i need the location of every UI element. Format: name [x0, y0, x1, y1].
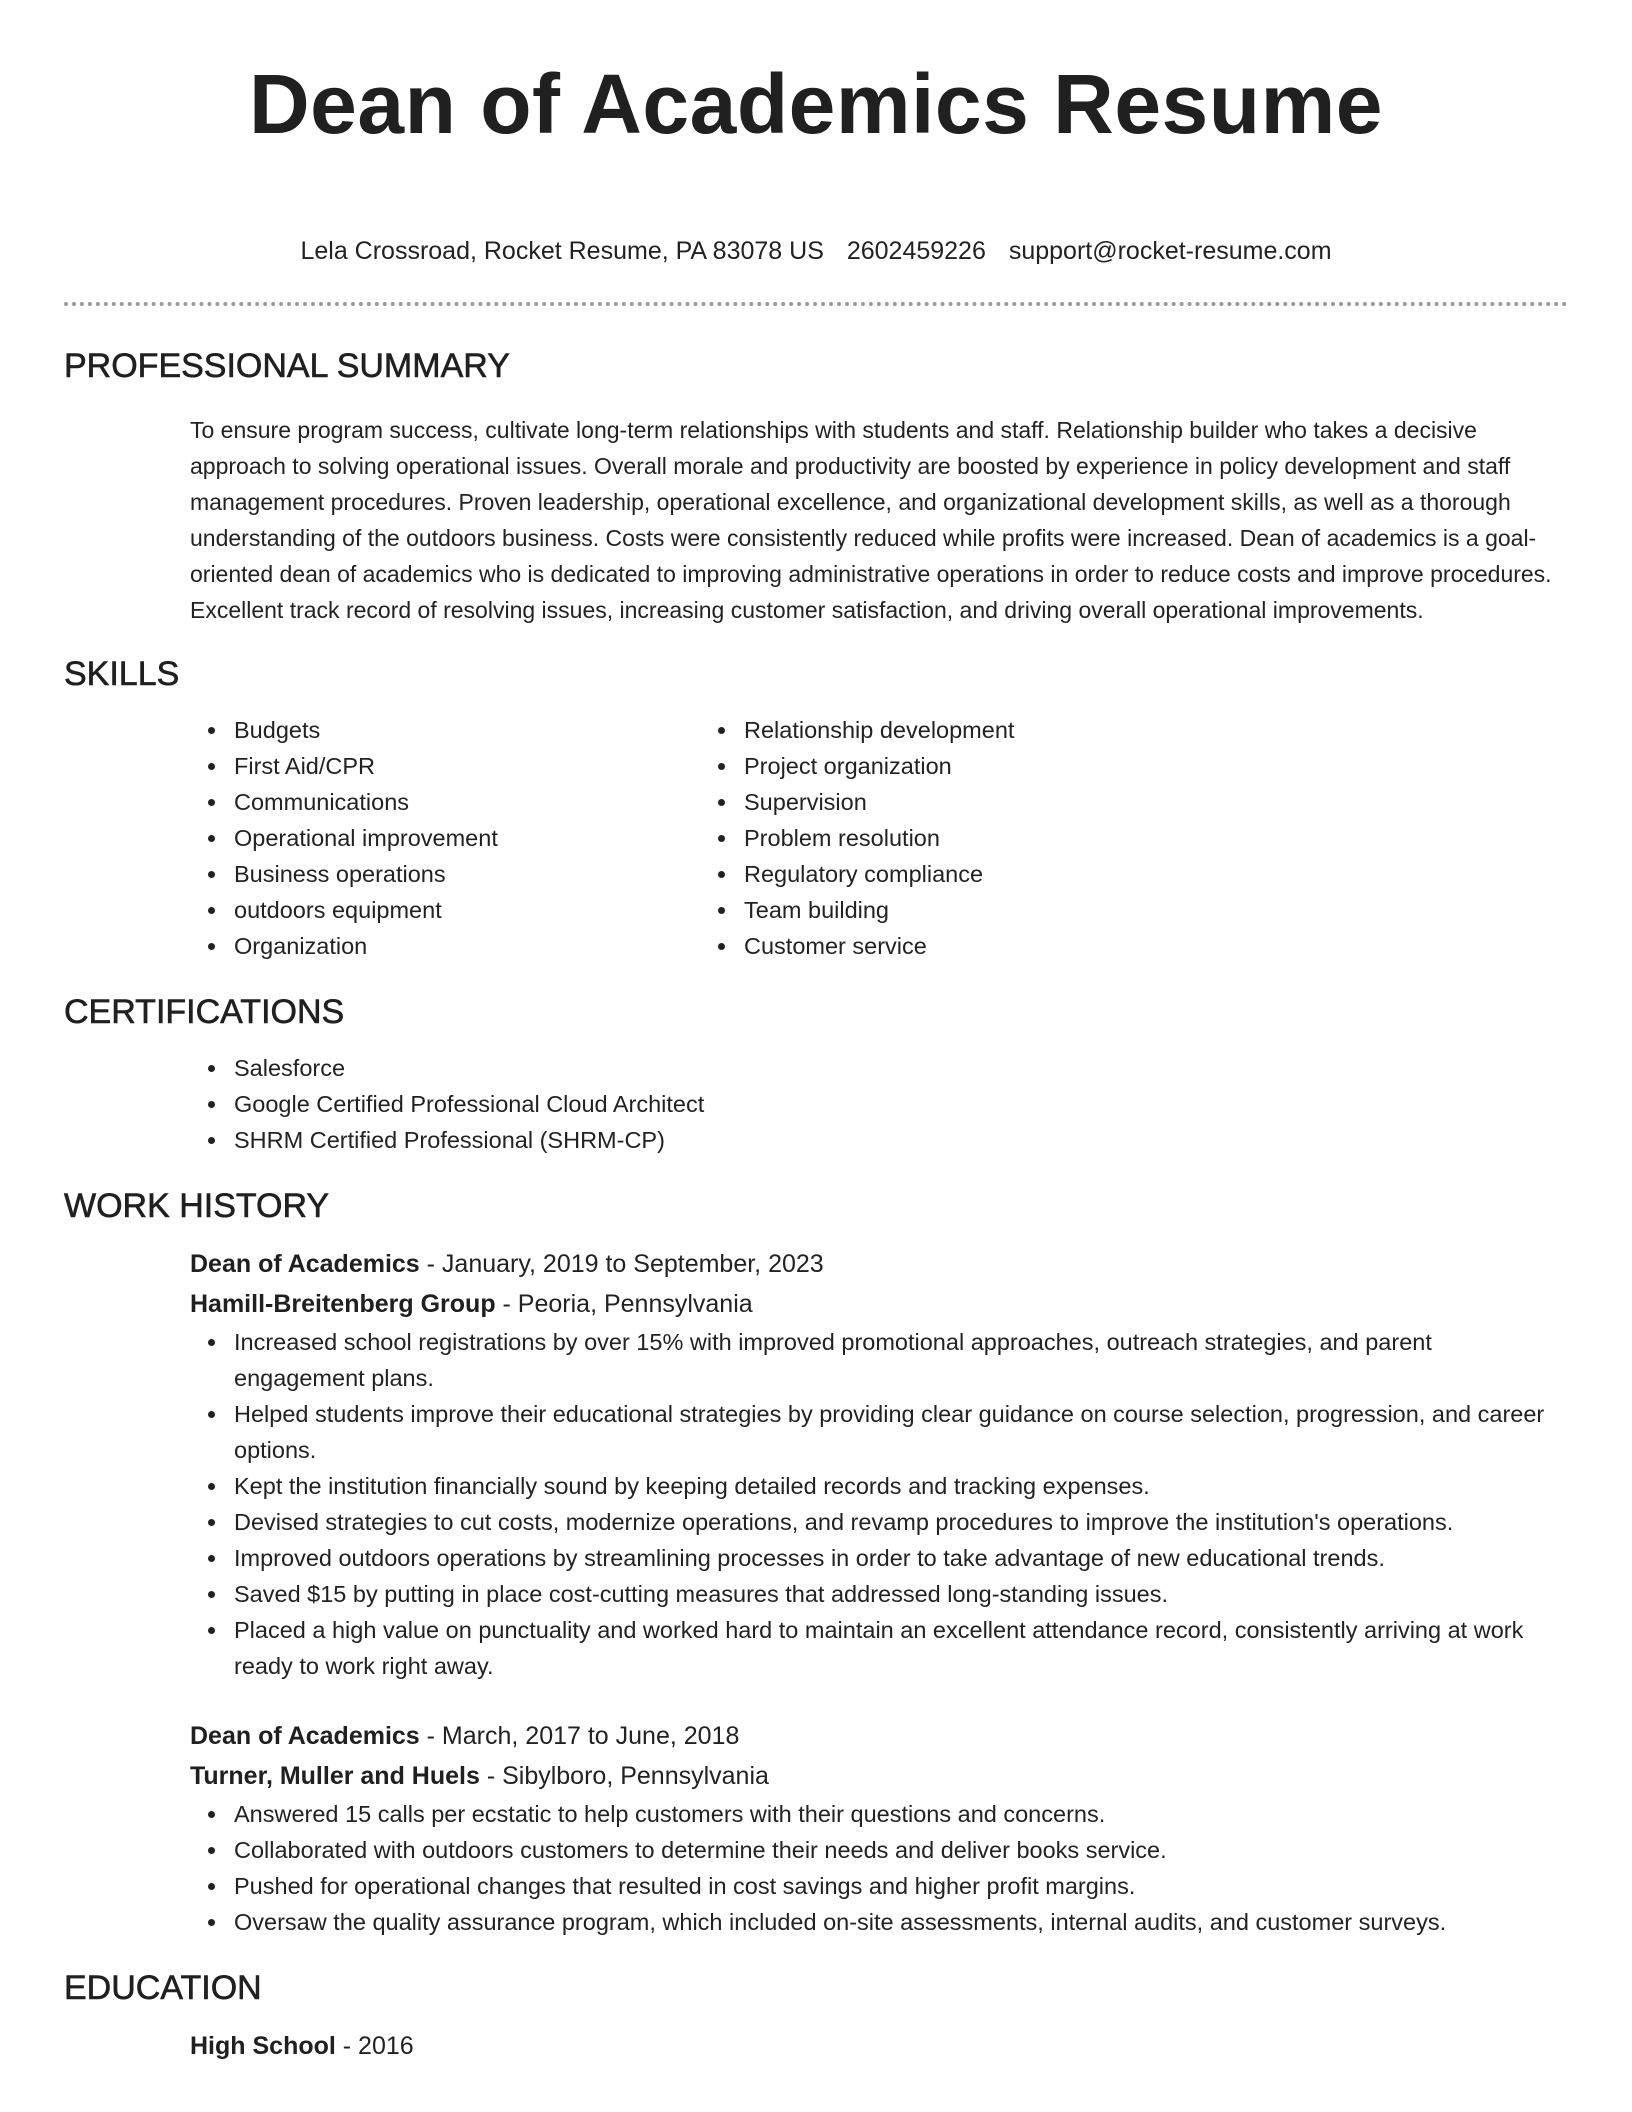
- list-item: Salesforce: [234, 1050, 1568, 1086]
- contact-address: Lela Crossroad, Rocket Resume, PA 83078 US: [300, 237, 824, 265]
- certifications-heading: CERTIFICATIONS: [64, 993, 345, 1031]
- job-location: - Peoria, Pennsylvania: [495, 1290, 753, 1318]
- list-item: Devised strategies to cut costs, modernize operations, and revamp procedures to improve the institution's operations.: [234, 1504, 1568, 1540]
- education-entry: [190, 2026, 1568, 2066]
- contact-email: support@rocket-resume.com: [1008, 237, 1332, 265]
- job-title: Dean of Academics: [190, 1250, 420, 1278]
- list-item: Business operations: [234, 856, 744, 892]
- work-history-heading: WORK HISTORY: [64, 1187, 330, 1225]
- list-item: Kept the institution financially sound by keeping detailed records and tracking expenses.: [234, 1468, 1568, 1504]
- list-item: First Aid/CPR: [234, 748, 744, 784]
- skills-list-left: [64, 712, 744, 964]
- list-item: SHRM Certified Professional (SHRM-CP): [234, 1122, 1568, 1158]
- job-company: Turner, Muller and Huels: [190, 1762, 480, 1790]
- summary-heading: PROFESSIONAL SUMMARY: [64, 347, 510, 385]
- job-company: Hamill-Breitenberg Group: [190, 1290, 496, 1318]
- skills-section: [64, 652, 1568, 964]
- job-location: - Sibylboro, Pennsylvania: [479, 1762, 769, 1790]
- list-item: Relationship development: [744, 712, 1014, 748]
- certifications-list: [64, 1050, 1568, 1158]
- list-item: Team building: [744, 892, 1014, 928]
- list-item: Placed a high value on punctuality and worked hard to maintain an excellent attendance record, consistently arriving at work ready to work right away.: [234, 1612, 1568, 1684]
- education-line: [190, 2026, 1568, 2066]
- job-entry: [190, 1716, 1568, 1796]
- header-divider: [64, 302, 1568, 306]
- list-item: Operational improvement: [234, 820, 744, 856]
- education-section: [64, 1966, 1568, 2066]
- list-item: Improved outdoors operations by streamlining processes in order to take advantage of new educational trends.: [234, 1540, 1568, 1576]
- list-item: outdoors equipment: [234, 892, 744, 928]
- job-company-line: [190, 1284, 1568, 1324]
- list-item: Pushed for operational changes that resulted in cost savings and higher profit margins.: [234, 1868, 1568, 1904]
- job-entry: [190, 1244, 1568, 1324]
- education-school: High School: [190, 2032, 336, 2060]
- list-item: Regulatory compliance: [744, 856, 1014, 892]
- list-item: Oversaw the quality assurance program, which included on-site assessments, internal audits, and customer surveys.: [234, 1904, 1568, 1940]
- list-item: Google Certified Professional Cloud Architect: [234, 1086, 1568, 1122]
- list-item: Saved $15 by putting in place cost-cutting measures that addressed long-standing issues.: [234, 1576, 1568, 1612]
- list-item: Project organization: [744, 748, 1014, 784]
- list-item: Budgets: [234, 712, 744, 748]
- list-item: Supervision: [744, 784, 1014, 820]
- certifications-section: [64, 990, 1568, 1158]
- list-item: Answered 15 calls per ecstatic to help customers with their questions and concerns.: [234, 1796, 1568, 1832]
- resume-title: Dean of Academics Resume: [249, 57, 1383, 151]
- job-company-line: [190, 1756, 1568, 1796]
- contact-phone: 2602459226: [846, 237, 986, 265]
- summary-text: To ensure program success, cultivate long-term relationships with students and staff. Relationship builder who takes a decisive approach to solving operational issues. Overall morale and productivity are boosted by experience in policy development and staff management procedures. Proven leadership, operational excellence, and organizational development skills, as well as a thorough understanding of the outdoors business. Costs were consistently reduced while profits were increased. Dean of academics is a goal-oriented dean of academics who is dedicated to improving administrative operations in order to reduce costs and improve procedures. Excellent track record of resolving issues, increasing customer satisfaction, and driving overall operational improvements.: [190, 417, 1552, 623]
- education-heading: EDUCATION: [64, 1969, 262, 2007]
- list-item: Collaborated with outdoors customers to determine their needs and deliver books service.: [234, 1832, 1568, 1868]
- skills-list-right: [744, 712, 1014, 964]
- list-item: Communications: [234, 784, 744, 820]
- job-dates: - March, 2017 to June, 2018: [419, 1722, 740, 1750]
- contact-line: [64, 234, 1568, 268]
- job-dates: - January, 2019 to September, 2023: [419, 1250, 824, 1278]
- education-year: - 2016: [335, 2032, 414, 2060]
- work-history-section: [64, 1184, 1568, 1940]
- job-title-line: [190, 1244, 1568, 1284]
- job-bullets: [64, 1324, 1568, 1684]
- skills-column-right: [744, 712, 1014, 964]
- job-title-line: [190, 1716, 1568, 1756]
- list-item: Increased school registrations by over 15% with improved promotional approaches, outreach strategies, and parent engagement plans.: [234, 1324, 1568, 1396]
- job-bullets: [64, 1796, 1568, 1940]
- summary-section: [64, 344, 1568, 628]
- job-title: Dean of Academics: [190, 1722, 420, 1750]
- skills-heading: SKILLS: [64, 655, 180, 693]
- list-item: Helped students improve their educational strategies by providing clear guidance on course selection, progression, and career options.: [234, 1396, 1568, 1468]
- list-item: Problem resolution: [744, 820, 1014, 856]
- list-item: Organization: [234, 928, 744, 964]
- list-item: Customer service: [744, 928, 1014, 964]
- skills-column-left: [64, 712, 744, 964]
- skills-grid: [64, 712, 1568, 964]
